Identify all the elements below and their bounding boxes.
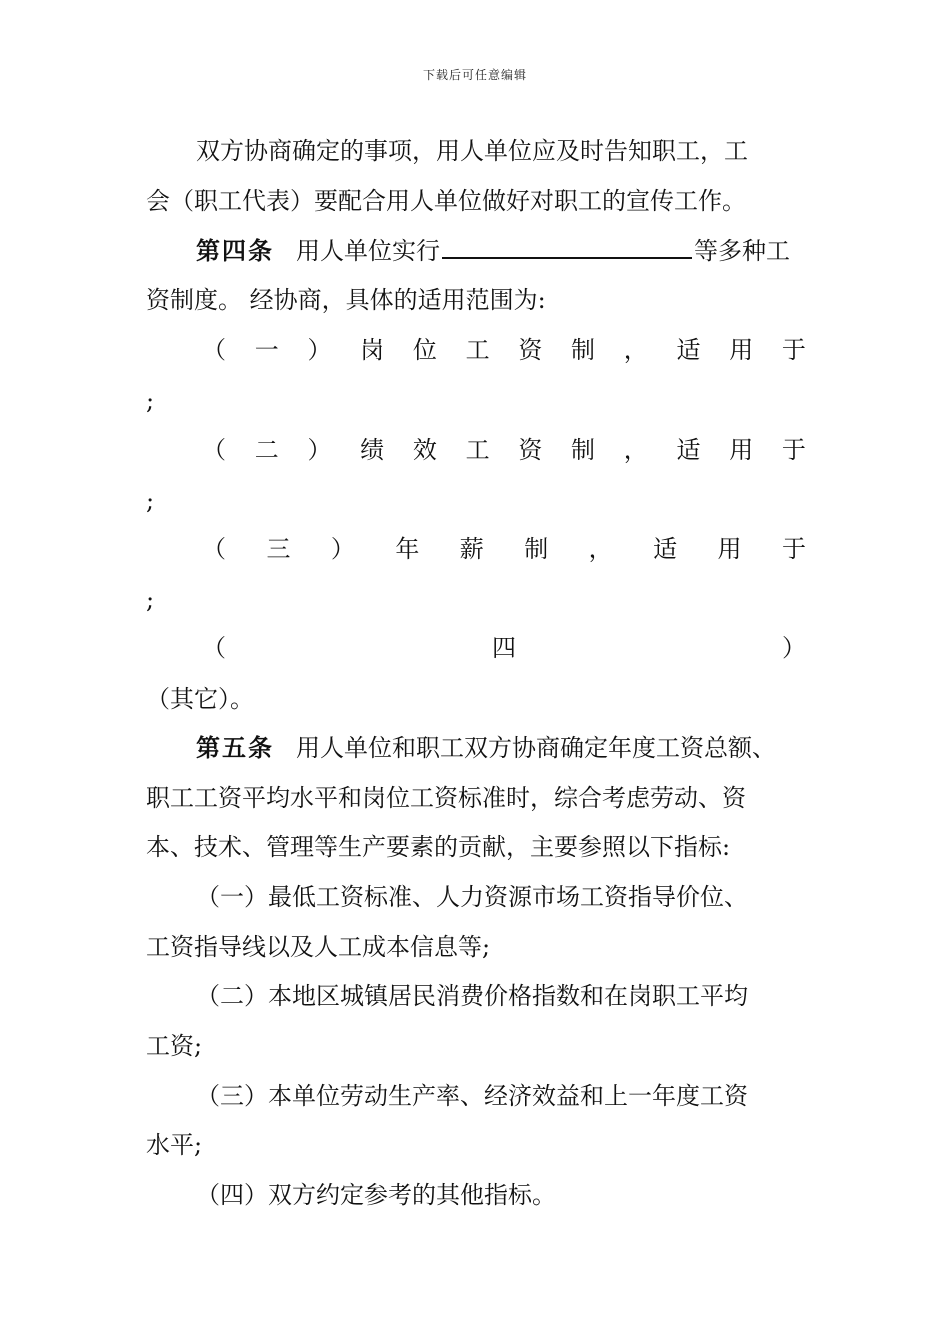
article-four-text: 用人单位实行 [296, 237, 440, 265]
char: 薪 [459, 535, 484, 563]
item-four-continuation: （其它）。 [146, 685, 254, 713]
char: 一 [254, 336, 279, 364]
item-end-mark: ; [146, 586, 155, 614]
char: 工 [465, 336, 490, 364]
char: 制 [571, 336, 596, 364]
paragraph-line: 水平; [146, 1131, 203, 1159]
char: （ [202, 634, 226, 662]
char: 岗 [360, 336, 385, 364]
wage-item-three [202, 532, 806, 566]
char: 四 [492, 634, 516, 662]
char: 资 [518, 336, 543, 364]
char: ） [307, 336, 332, 364]
char: 效 [412, 436, 437, 464]
paragraph-line: 职工工资平均水平和岗位工资标准时，综合考虑劳动、资 [146, 784, 746, 812]
paragraph-line: 工资; [146, 1032, 203, 1060]
char: 二 [254, 436, 279, 464]
char: （ [202, 535, 226, 563]
char: 适 [653, 535, 678, 563]
char: ） [307, 436, 332, 464]
fill-in-blank [442, 233, 692, 259]
char: （ [202, 436, 226, 464]
indicator-item-four: （四）双方约定参考的其他指标。 [196, 1181, 556, 1209]
char: 工 [465, 436, 490, 464]
char: 年 [395, 535, 420, 563]
item-end-mark: ; [146, 487, 155, 515]
char: 适 [676, 436, 701, 464]
char: 用 [717, 535, 742, 563]
char: 适 [676, 336, 701, 364]
item-end-mark: ; [146, 387, 155, 415]
char: 绩 [360, 436, 385, 464]
wage-item-two [202, 433, 806, 467]
paragraph-line: 工资指导线以及人工成本信息等; [146, 933, 491, 961]
wage-item-four [202, 631, 806, 665]
header-note: 下载后可任意编辑 [422, 68, 527, 82]
indicator-item-one: （一）最低工资标准、人力资源市场工资指导价位、 [196, 883, 748, 911]
char: （ [202, 336, 226, 364]
char: 资 [518, 436, 543, 464]
char: ） [330, 535, 355, 563]
article-five-text: 用人单位和职工双方协商确定年度工资总额、 [296, 734, 776, 762]
char: 用 [729, 336, 754, 364]
char: ， [623, 436, 648, 464]
article-five-line [196, 731, 806, 765]
char: ， [623, 336, 648, 364]
indicator-item-two: （二）本地区城镇居民消费价格指数和在岗职工平均 [196, 982, 748, 1010]
article-four-line [196, 233, 806, 267]
char: ， [588, 535, 613, 563]
paragraph-line: 资制度。 经协商，具体的适用范围为: [146, 286, 546, 314]
char: 用 [729, 436, 754, 464]
paragraph-line: 会（职工代表）要配合用人单位做好对职工的宣传工作。 [146, 187, 746, 215]
article-four-text-after: 等多种工 [694, 237, 790, 265]
char: ） [782, 634, 806, 662]
char: 三 [266, 535, 291, 563]
article-five-heading: 第五条 [196, 733, 274, 762]
paragraph-line: 本、技术、管理等生产要素的贡献，主要参照以下指标: [146, 833, 731, 861]
char: 制 [571, 436, 596, 464]
char: 于 [781, 436, 806, 464]
char: 于 [781, 336, 806, 364]
article-four-heading: 第四条 [196, 236, 274, 265]
wage-item-one [202, 333, 806, 367]
char: 制 [524, 535, 549, 563]
indicator-item-three: （三）本单位劳动生产率、经济效益和上一年度工资 [196, 1082, 748, 1110]
char: 位 [412, 336, 437, 364]
char: 于 [781, 535, 806, 563]
paragraph-line: 双方协商确定的事项，用人单位应及时告知职工，工 [196, 137, 748, 165]
